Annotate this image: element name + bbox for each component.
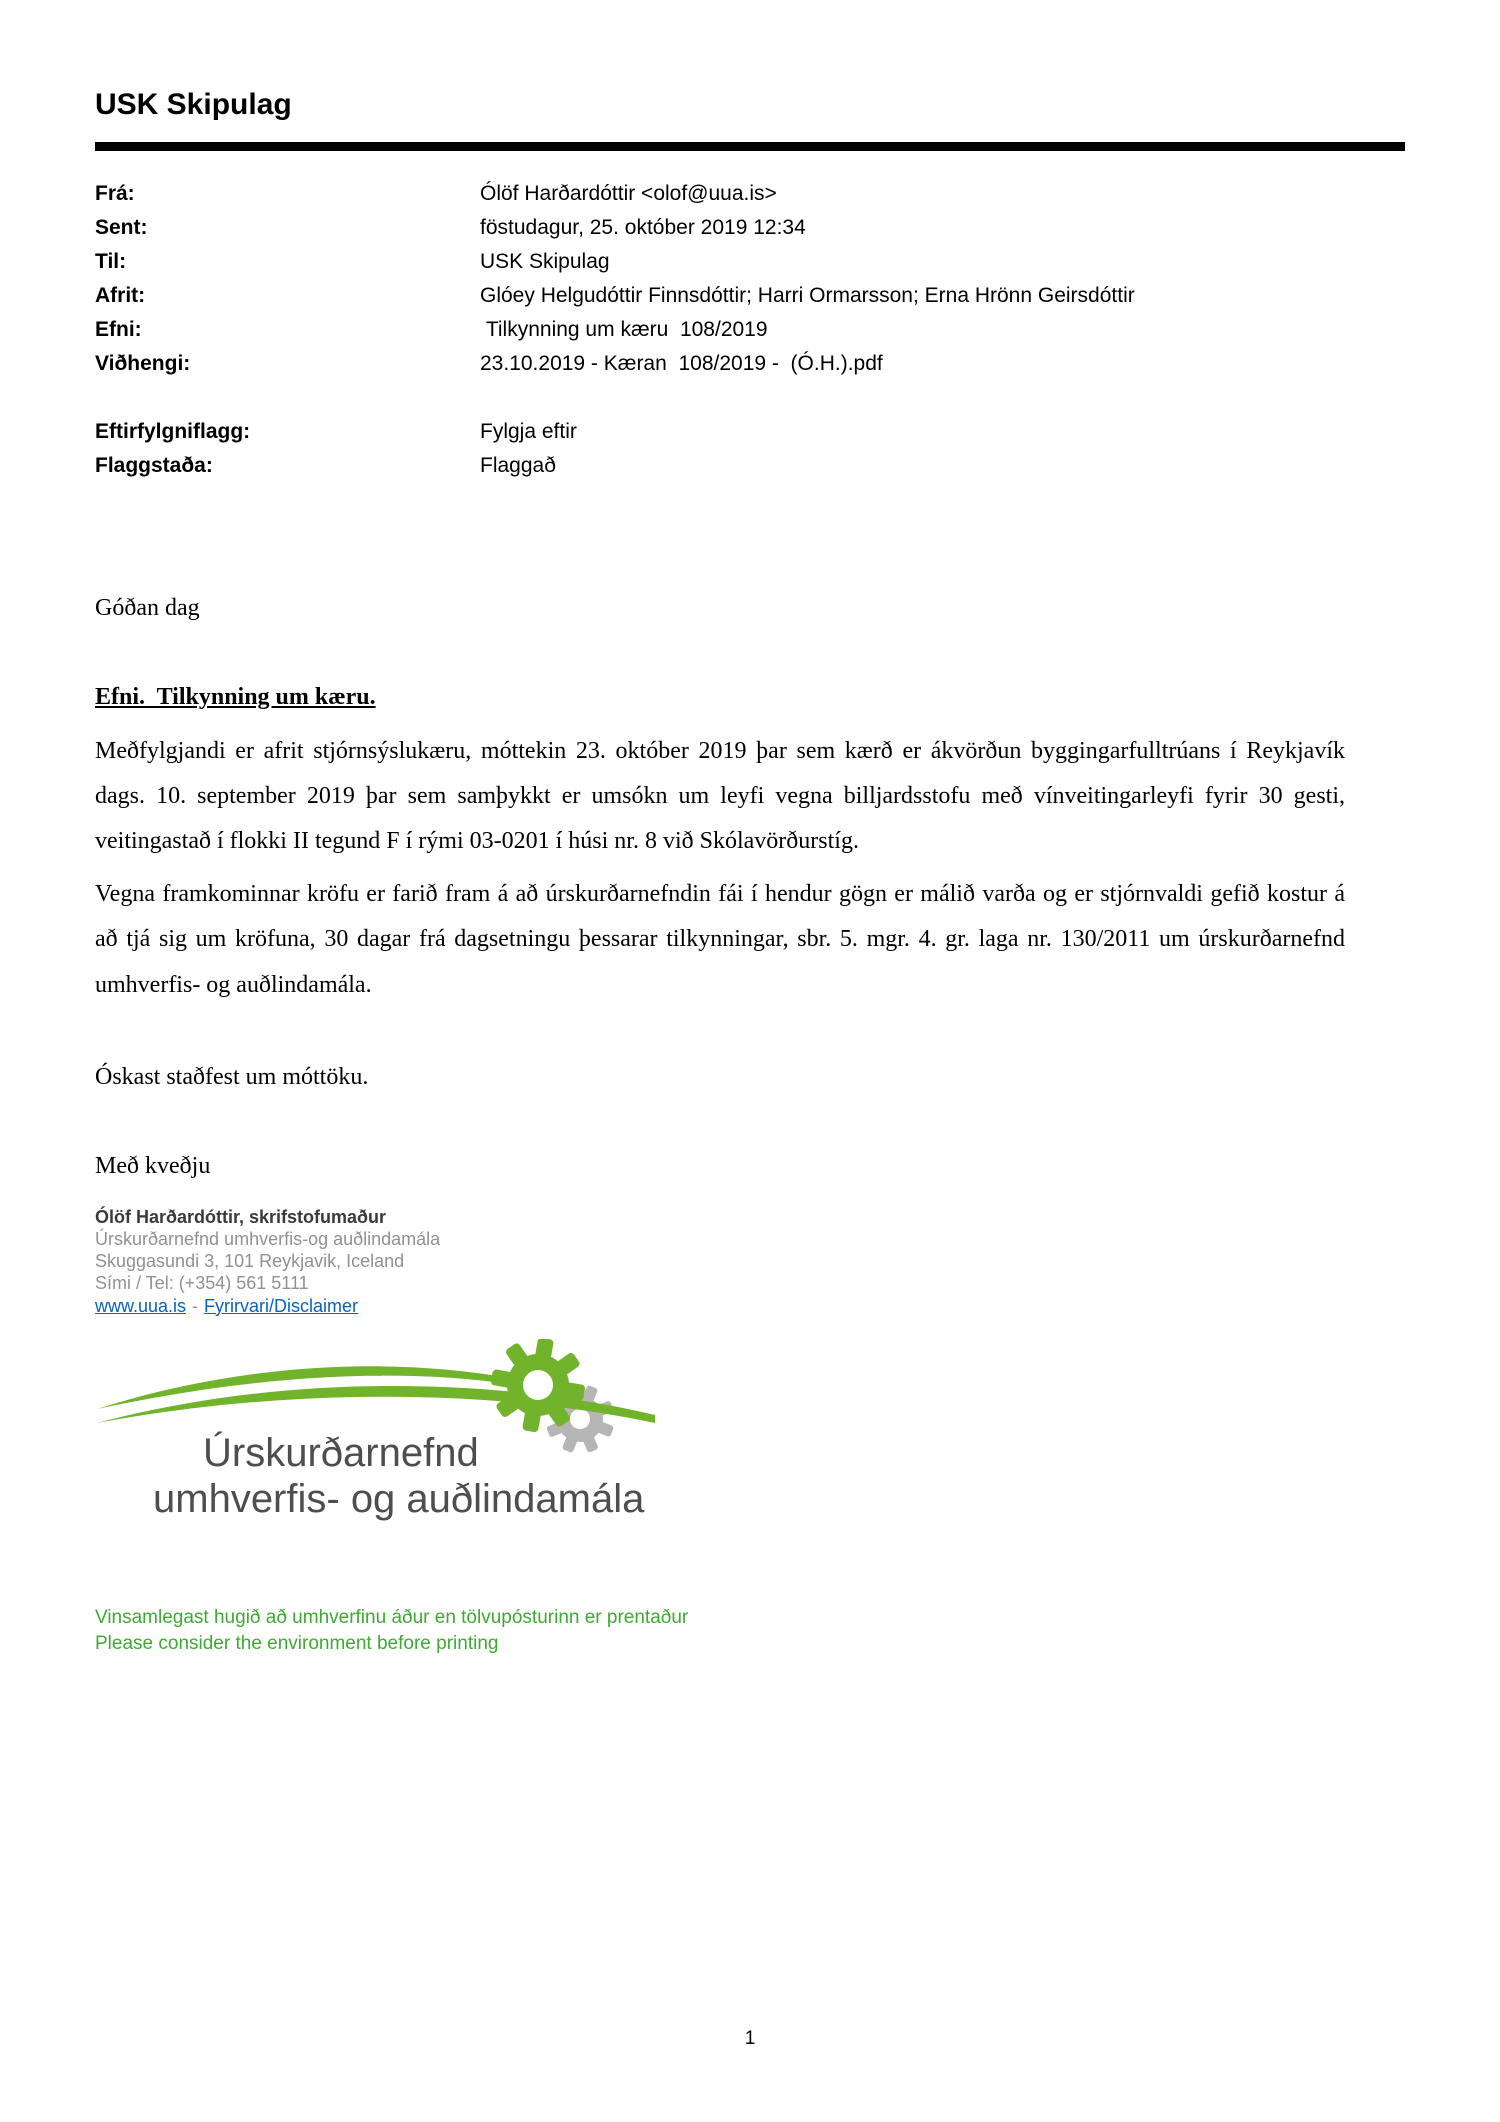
field-row-flag-status — [95, 449, 1405, 483]
email-header-fields — [95, 177, 1405, 381]
field-row-cc — [95, 279, 1405, 313]
logo-text-line1: Úrskurðarnefnd — [203, 1430, 479, 1475]
logo-text-line2: umhverfis- og auðlindamála — [153, 1476, 645, 1521]
from-value: Ólöf Harðardóttir <olof@uua.is> — [480, 182, 777, 205]
closing-text: Með kveðju — [95, 1152, 211, 1179]
signature-links — [95, 1295, 1405, 1317]
followup-flag-value: Fylgja eftir — [480, 420, 577, 443]
signature-address: Skuggasundi 3, 101 Reykjavik, Iceland — [95, 1250, 405, 1271]
sent-label: Sent: — [95, 216, 148, 239]
field-row-subject — [95, 313, 1405, 347]
to-value: USK Skipulag — [480, 250, 610, 273]
flag-fields — [95, 415, 1405, 483]
to-label: Til: — [95, 250, 127, 273]
signature-organization: Úrskurðarnefnd umhverfis-og auðlindamála — [95, 1228, 441, 1249]
link-separator: - — [192, 1295, 199, 1316]
body-subject-line: Efni. Tilkynning um kæru. — [95, 684, 376, 710]
signature-phone: Sími / Tel: (+354) 561 5111 — [95, 1272, 309, 1293]
attachment-value: 23.10.2019 - Kæran 108/2019 - (Ó.H.).pdf — [480, 352, 883, 375]
environment-note-is: Vinsamlegast hugið að umhverfinu áður en tölvupósturinn er prentaður — [95, 1606, 689, 1628]
signature-name: Ólöf Harðardóttir, skrifstofumaður — [95, 1206, 387, 1227]
subject-value: Tilkynning um kæru 108/2019 — [480, 318, 768, 341]
field-row-followup-flag — [95, 415, 1405, 449]
organization-logo — [95, 1339, 795, 1559]
email-signature — [95, 1206, 1405, 1317]
field-row-from — [95, 177, 1405, 211]
body-paragraph-1: Meðfylgjandi er afrit stjórnsýslukæru, móttekin 23. október 2019 þar sem kærð er ákvörðun byggingarfulltrúans í Reykjavík dags. 10. september 2019 þar sem samþykkt er umsókn um leyfi vegna billjardsstofu með vínveitingarleyfi fyrir 30 gesti, veitingastað í flokki II tegund F í rými 03-0201 í húsi nr. 8 við Skólavörðurstíg. — [95, 738, 1345, 855]
greeting-text: Góðan dag — [95, 595, 200, 621]
flag-status-value: Flaggað — [480, 454, 556, 477]
field-row-attachment — [95, 347, 1405, 381]
field-row-to — [95, 245, 1405, 279]
field-row-sent — [95, 211, 1405, 245]
disclaimer-link[interactable]: Fyrirvari/Disclaimer — [204, 1295, 359, 1316]
environment-note — [95, 1605, 1405, 1657]
flag-status-label: Flaggstaða: — [95, 454, 213, 477]
cc-label: Afrit: — [95, 284, 146, 307]
cc-value: Glóey Helgudóttir Finnsdóttir; Harri Ormarsson; Erna Hrönn Geirsdóttir — [480, 284, 1135, 307]
attachment-label: Viðhengi: — [95, 352, 191, 375]
website-link[interactable]: www.uua.is — [95, 1295, 187, 1316]
sent-value: föstudagur, 25. október 2019 12:34 — [480, 216, 806, 239]
from-label: Frá: — [95, 182, 135, 205]
subject-label: Efni: — [95, 318, 142, 341]
title-rule — [95, 142, 1405, 151]
body-paragraph-2: Vegna framkominnar kröfu er farið fram á að úrskurðarnefndin fái í hendur gögn er málið varða og er stjórnvaldi gefið kostur á að tjá sig um kröfuna, 30 dagar frá dagsetningu þessarar tilkynningar, sbr. 5. mgr. 4. gr. laga nr. 130/2011 um úrskurðarnefnd umhverfis- og auðlindamála. — [95, 881, 1345, 998]
page-title: USK Skipulag — [95, 88, 292, 121]
page-number: 1 — [744, 2028, 756, 2049]
followup-flag-label: Eftirfylgniflagg: — [95, 420, 251, 443]
environment-note-en: Please consider the environment before printing — [95, 1632, 499, 1654]
confirmation-request-text: Óskast staðfest um móttöku. — [95, 1063, 369, 1090]
